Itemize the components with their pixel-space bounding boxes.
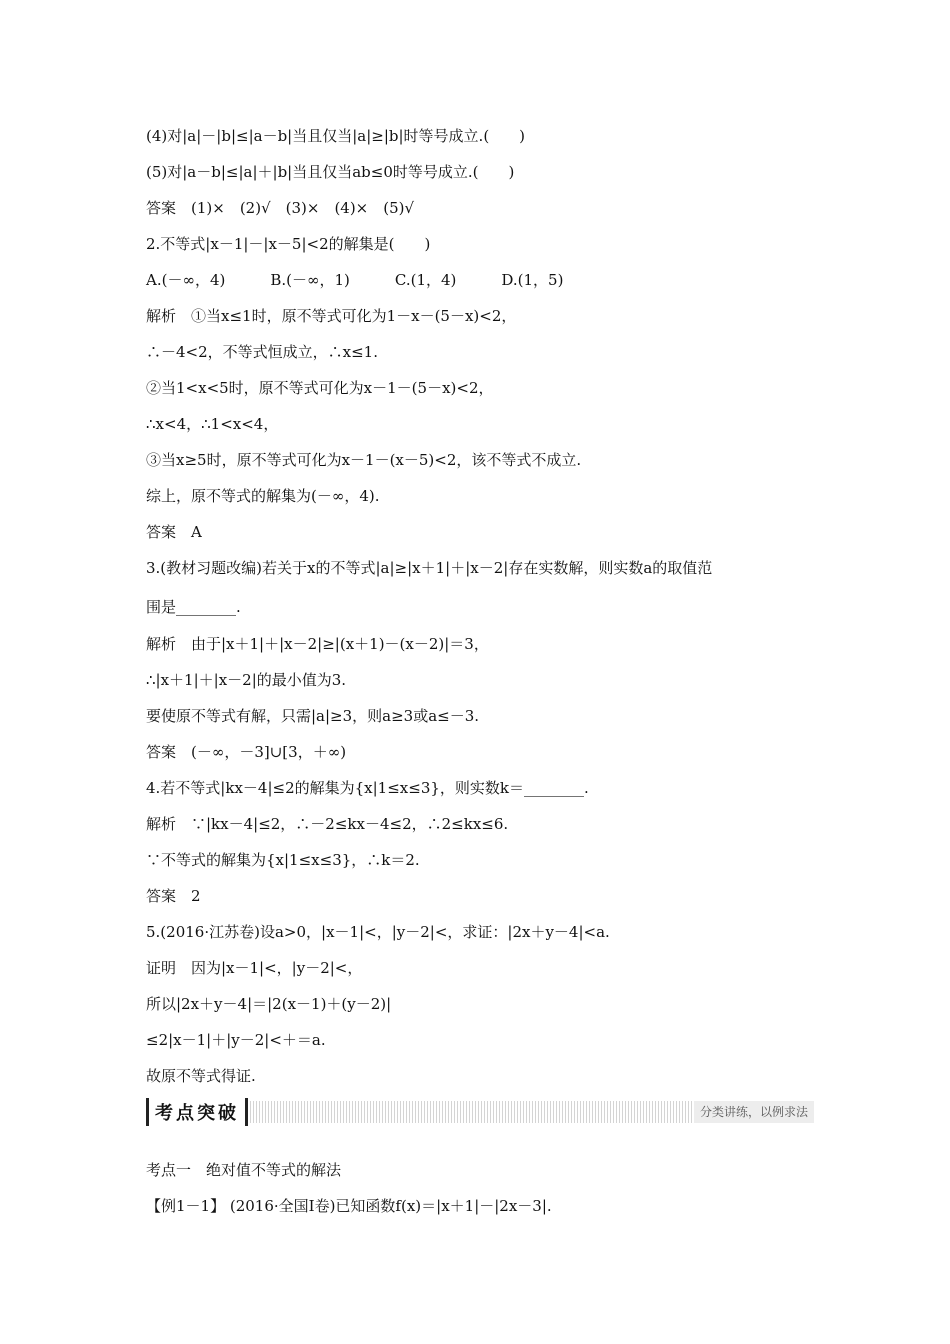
text-line: 综上，原不等式的解集为(－∞，4). <box>146 487 380 505</box>
text-line: ∴x<4，∴1<x<4， <box>146 415 279 433</box>
options-line: A.(－∞，4) B.(－∞，1) C.(1，4) D.(1，5) <box>146 271 564 289</box>
banner-title: 考点突破 <box>155 1103 239 1124</box>
answer-line: 答案 (－∞，－3]∪[3，＋∞) <box>146 743 347 761</box>
text-line: 故原不等式得证. <box>146 1067 256 1085</box>
text-line: (5)对|a－b|≤|a|＋|b|当且仅当ab≤0时等号成立.( ) <box>146 163 515 181</box>
analysis-line: 解析 由于|x＋1|＋|x－2|≥|(x＋1)－(x－2)|＝3， <box>146 635 489 653</box>
text-line: ③当x≥5时，原不等式可化为x－1－(x－5)<2，该不等式不成立. <box>146 451 582 469</box>
example-line: 【例1－1】 (2016·全国Ⅰ卷)已知函数f(x)＝|x＋1|－|2x－3|. <box>146 1197 552 1215</box>
text-line: ∴－4<2，不等式恒成立，∴x≤1. <box>146 343 378 361</box>
proof-line: 证明 因为|x－1|<，|y－2|<， <box>146 959 363 977</box>
answer-line: 答案 2 <box>146 887 201 905</box>
answer-line: 答案 (1)× (2)√ (3)× (4)× (5)√ <box>146 199 415 217</box>
question-5: 5.(2016·江苏卷)设a>0，|x－1|<，|y－2|<，求证：|2x＋y－4|<a. <box>146 923 610 941</box>
banner-title-box <box>146 1098 248 1126</box>
text-line: ∴|x＋1|＋|x－2|的最小值为3. <box>146 671 347 689</box>
analysis-line: 解析 ①当x≤1时，原不等式可化为1－x－(5－x)<2， <box>146 307 517 325</box>
question-3: 3.(教材习题改编)若关于x的不等式|a|≥|x＋1|＋|x－2|存在实数解，则实数a的取值范 <box>146 559 713 577</box>
answer-line: 答案 A <box>146 523 202 541</box>
text-line: ∵不等式的解集为{x|1≤x≤3}，∴k＝2. <box>146 851 420 869</box>
question-4: 4.若不等式|kx－4|≤2的解集为{x|1≤x≤3}，则实数k＝________. <box>146 779 589 797</box>
section-heading: 考点一 绝对值不等式的解法 <box>146 1161 342 1179</box>
text-line: ②当1<x<5时，原不等式可化为x－1－(5－x)<2， <box>146 379 494 397</box>
section-banner <box>146 1098 814 1126</box>
text-line: (4)对|a|－|b|≤|a－b|当且仅当|a|≥|b|时等号成立.( ) <box>146 127 526 145</box>
analysis-line: 解析 ∵|kx－4|≤2，∴－2≤kx－4≤2，∴2≤kx≤6. <box>146 815 509 833</box>
banner-subtitle: 分类讲练，以例求法 <box>694 1101 814 1123</box>
text-line: 围是________. <box>146 598 241 616</box>
text-line: ≤2|x－1|＋|y－2|<＋＝a. <box>146 1031 326 1049</box>
text-line: 所以|2x＋y－4|＝|2(x－1)＋(y－2)| <box>146 995 392 1013</box>
text-line: 要使原不等式有解，只需|a|≥3，则a≥3或a≤－3. <box>146 707 480 725</box>
question-2: 2.不等式|x－1|－|x－5|<2的解集是( ) <box>146 235 431 253</box>
